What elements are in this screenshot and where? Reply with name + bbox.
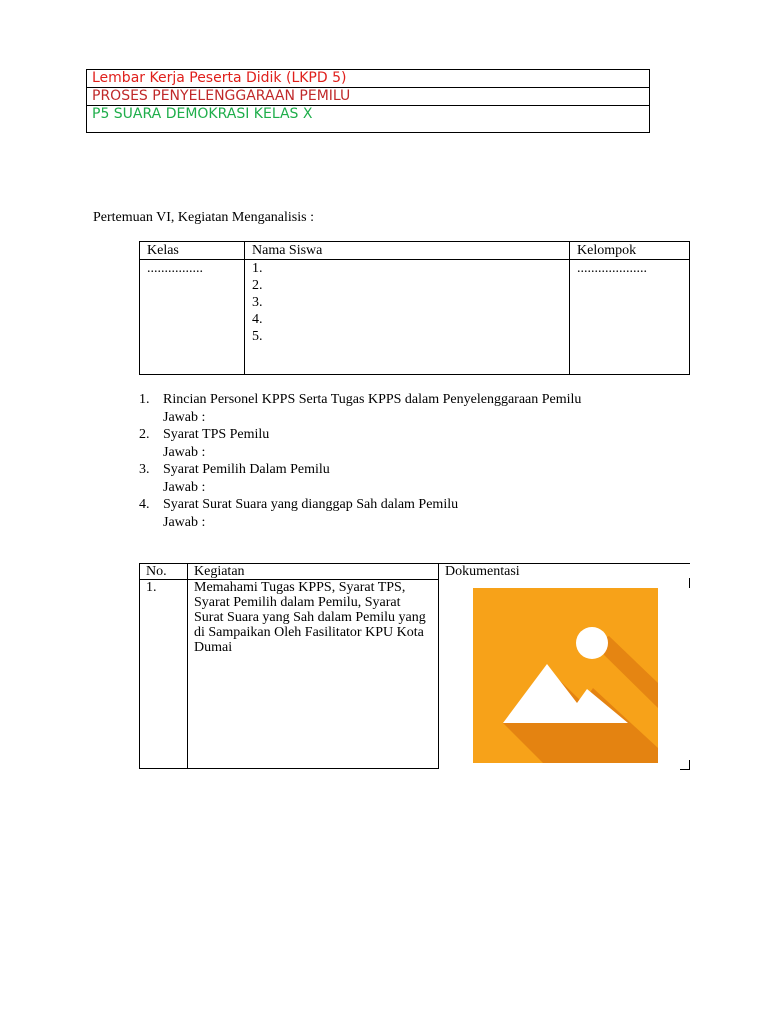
header-project: P5 SUARA DEMOKRASI KELAS X bbox=[92, 106, 313, 122]
name-entry[interactable]: 2. bbox=[252, 278, 263, 293]
question-text: Syarat Pemilih Dalam Pemilu bbox=[163, 462, 330, 477]
answer-label: Jawab : bbox=[163, 514, 206, 530]
question-number: 4. bbox=[139, 497, 150, 512]
answer-label: Jawab : bbox=[163, 444, 206, 460]
student-table bbox=[139, 241, 690, 375]
question-item bbox=[139, 426, 699, 461]
question-text: Syarat Surat Suara yang dianggap Sah dalam Pemilu bbox=[163, 497, 459, 512]
col-dokumentasi-header: Dokumentasi bbox=[439, 564, 691, 580]
answer-label: Jawab : bbox=[163, 409, 206, 425]
col-kelompok-header: Kelompok bbox=[570, 242, 690, 260]
question-number: 3. bbox=[139, 462, 150, 477]
question-number: 2. bbox=[139, 427, 150, 442]
kelas-field[interactable]: ................ bbox=[140, 260, 245, 375]
table-edge bbox=[689, 578, 690, 588]
activity-number: 1. bbox=[140, 580, 188, 769]
answer-label: Jawab : bbox=[163, 479, 206, 495]
table-edge bbox=[680, 769, 690, 770]
col-nama-header: Nama Siswa bbox=[245, 242, 570, 260]
intro-text: Pertemuan VI, Kegiatan Menganalisis : bbox=[93, 210, 314, 225]
question-text: Rincian Personel KPPS Serta Tugas KPPS dalam Penyelenggaraan Pemilu bbox=[163, 392, 582, 407]
sun-shape bbox=[576, 627, 608, 659]
header-title: Lembar Kerja Peserta Didik (LKPD 5) bbox=[87, 70, 649, 88]
name-entry[interactable]: 3. bbox=[252, 295, 263, 310]
image-placeholder-icon[interactable] bbox=[473, 588, 658, 763]
question-item bbox=[139, 496, 699, 531]
header-box bbox=[86, 69, 650, 133]
col-no-header: No. bbox=[140, 564, 188, 580]
header-subtitle: PROSES PENYELENGGARAAN PEMILU bbox=[87, 88, 649, 106]
col-kegiatan-header: Kegiatan bbox=[188, 564, 439, 580]
name-entry[interactable]: 1. bbox=[252, 261, 263, 276]
col-kelas-header: Kelas bbox=[140, 242, 245, 260]
question-list bbox=[139, 391, 699, 531]
name-entry[interactable]: 4. bbox=[252, 312, 263, 327]
nama-siswa-list[interactable] bbox=[245, 260, 570, 375]
kelompok-field[interactable]: .................... bbox=[570, 260, 690, 375]
question-text: Syarat TPS Pemilu bbox=[163, 427, 270, 442]
activity-description: Memahami Tugas KPPS, Syarat TPS, Syarat Pemilih dalam Pemilu, Syarat Surat Suara yang Sah dalam Pemilu yang di Sampaikan Oleh Fasilitator KPU Kota Dumai bbox=[188, 580, 439, 769]
question-item bbox=[139, 461, 699, 496]
question-item bbox=[139, 391, 699, 426]
question-number: 1. bbox=[139, 392, 150, 407]
name-entry[interactable]: 5. bbox=[252, 329, 263, 344]
